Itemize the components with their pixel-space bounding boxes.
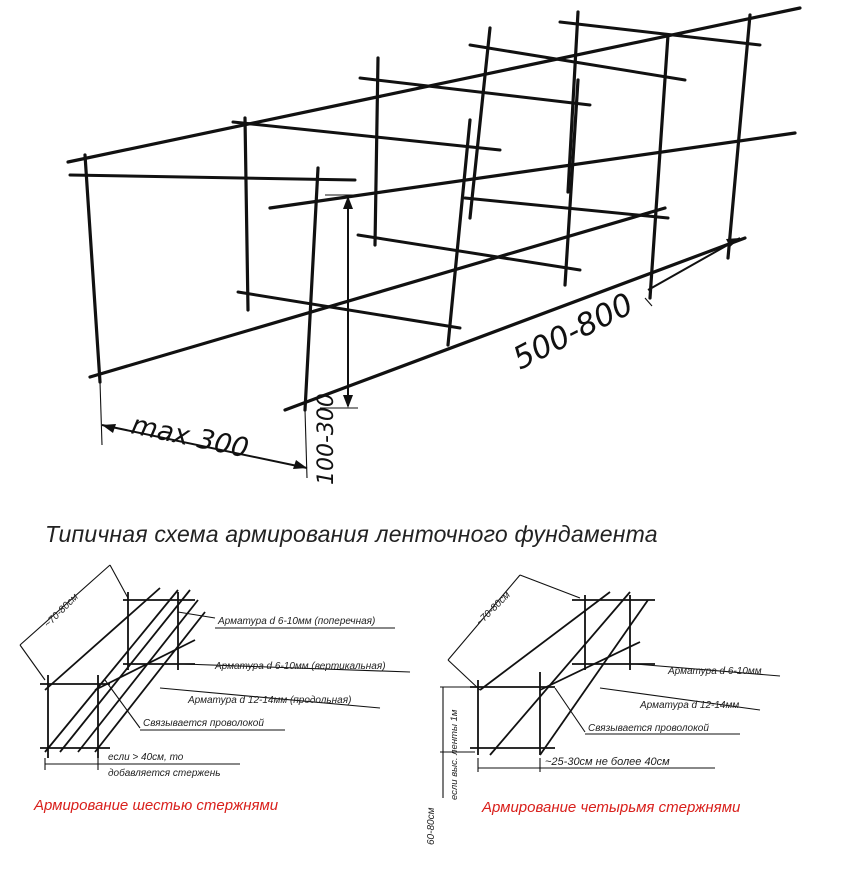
left-label-4: Связывается проволокой [143, 718, 264, 729]
extension-line [520, 575, 580, 598]
left-note-2: добавляется стержень [108, 768, 221, 779]
left-caption: Армирование шестью стержнями [34, 797, 279, 814]
leader [105, 680, 140, 728]
dim-height-label: 100-300 [314, 393, 339, 485]
left-spacing-label: ~70-80см [42, 591, 81, 631]
rod [78, 600, 198, 752]
page-title: Типичная схема армирования ленточного фундамента [45, 521, 658, 547]
extension-line [110, 565, 128, 598]
extension-line [448, 660, 480, 690]
right-label-2: Арматура d 12-14мм [640, 700, 740, 711]
dim-width-label: max 300 [128, 409, 252, 465]
dim-length-label: 500-800 [507, 286, 640, 378]
left-label-1: Арматура d 6-10мм (поперечная) [218, 616, 376, 627]
right-label-1: Арматура d 6-10мм [668, 666, 762, 677]
right-height-label: 60-80см [426, 807, 437, 845]
right-label-3: Связывается проволокой [588, 723, 709, 734]
right-width-note: ~25-30см не более 40см [545, 756, 670, 768]
extension-line [20, 645, 45, 680]
left-label-3: Арматура d 12-14мм (продольная) [188, 695, 352, 706]
left-note-1: если > 40см, то [108, 752, 184, 763]
right-height-note: если выс. ленты 1м [449, 709, 460, 800]
right-caption: Армирование четырьмя стержнями [482, 799, 741, 816]
left-label-2: Арматура d 6-10мм (вертикальная) [215, 661, 386, 672]
right-spacing-label: ~70-80см [474, 589, 513, 629]
leader [555, 688, 585, 732]
